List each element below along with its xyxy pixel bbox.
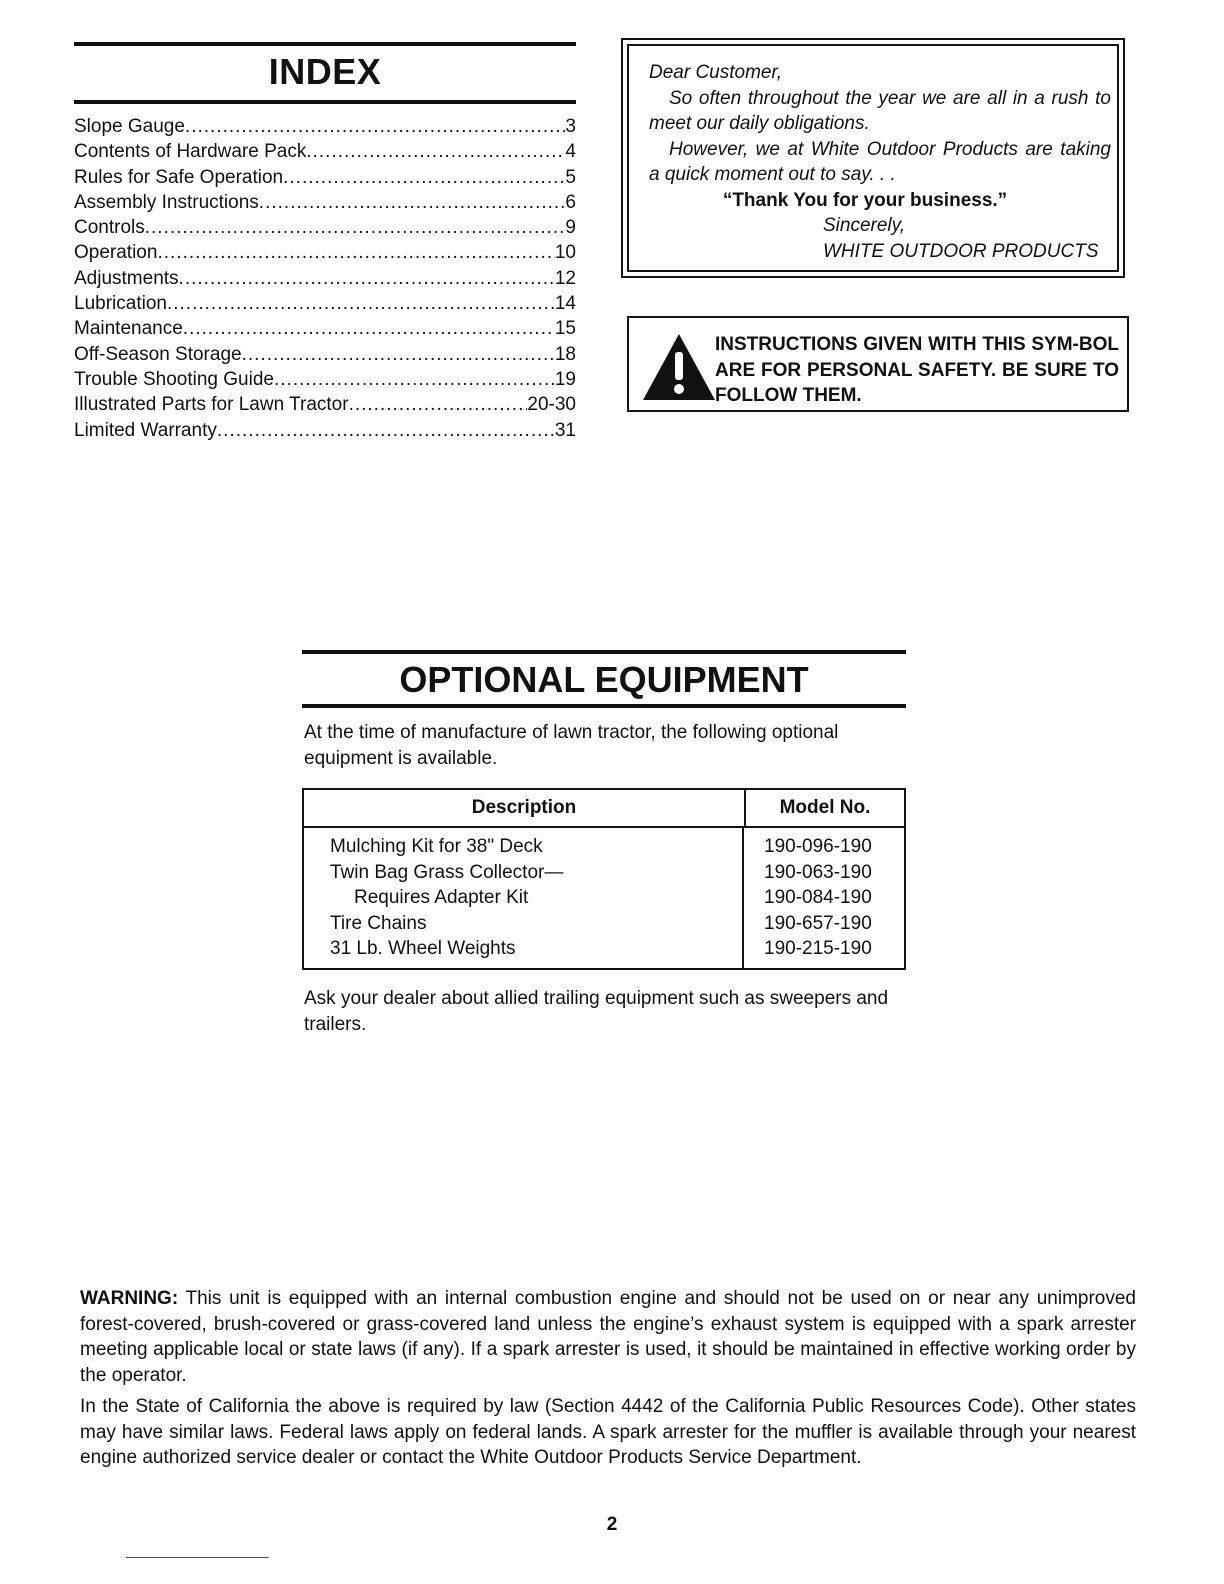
table-cell-description: Mulching Kit for 38" Deck — [330, 836, 543, 857]
index-entry-page: 3 — [565, 116, 576, 137]
table-header — [304, 790, 904, 828]
description-column — [304, 828, 744, 968]
warning-text-1: This unit is equipped with an internal combustion engine and should not be used on or near any unimproved forest-covered, brush-covered or grass-covered land unless the engine’s exhaust system is equipped with a spark arrester meeting applicable local or state laws (if any). If a spark arrester is used, it should be maintained in effective working order by the operator. — [80, 1288, 1136, 1386]
optional-top-rule — [302, 650, 906, 654]
index-entry-page: 12 — [554, 267, 576, 289]
table-cell-description: Requires Adapter Kit — [354, 887, 529, 908]
index-entry — [74, 215, 576, 240]
index-entry-label: Maintenance — [74, 318, 183, 340]
letter-signature: WHITE OUTDOOR PRODUCTS — [823, 240, 1099, 262]
index-leader-dots — [274, 367, 555, 392]
index-entry-page: 6 — [565, 191, 576, 213]
index-entry-page: 10 — [554, 242, 576, 264]
warning-section — [80, 1286, 1136, 1477]
index-entry-label: Trouble Shooting Guide — [74, 368, 274, 390]
index-leader-dots — [145, 215, 566, 240]
optional-intro: At the time of manufacture of lawn tractor, the following optional equipment is available. — [304, 722, 839, 769]
index-entry-label: Illustrated Parts for Lawn Tractor — [74, 394, 349, 416]
customer-letter-box — [627, 44, 1119, 272]
index-leader-dots — [306, 139, 565, 164]
page-number: 2 — [606, 1514, 618, 1535]
index-bottom-rule — [74, 100, 576, 104]
warning-triangle-icon — [641, 332, 717, 402]
index-entry — [74, 266, 576, 291]
index-entry — [74, 139, 576, 164]
table-cell-model: 190-084-190 — [764, 887, 872, 908]
table-cell-description: Tire Chains — [330, 912, 427, 934]
index-entry-page: 19 — [554, 368, 576, 390]
index-entry-label: Off-Season Storage — [74, 343, 242, 365]
index-leader-dots — [349, 392, 528, 417]
index-entry-label: Contents of Hardware Pack — [74, 141, 307, 163]
index-leader-dots — [185, 114, 566, 139]
index-entry-label: Rules for Safe Operation — [74, 166, 284, 188]
index-section — [74, 42, 576, 443]
index-entry — [74, 342, 576, 367]
index-leader-dots — [242, 342, 555, 367]
index-entry — [74, 291, 576, 316]
warning-label: WARNING: — [80, 1288, 179, 1309]
index-top-rule — [74, 42, 576, 46]
index-leader-dots — [259, 190, 566, 215]
index-entry-page: 4 — [565, 141, 576, 163]
index-entry — [74, 190, 576, 215]
index-entry — [74, 114, 576, 139]
column-header-model: Model No. — [779, 797, 871, 818]
index-entry-page: 20-30 — [527, 394, 576, 416]
index-entry-page: 14 — [554, 293, 576, 315]
optional-equipment-section — [302, 650, 906, 1038]
safety-notice-text: INSTRUCTIONS GIVEN WITH THIS SYM-BOL ARE FOR PERSONAL SAFETY. BE SURE TO FOLLOW THEM. — [715, 334, 1119, 406]
index-entry-page: 31 — [554, 419, 576, 441]
letter-thanks: “Thank You for your business.” — [722, 189, 1008, 211]
table-body — [304, 828, 904, 968]
letter-paragraph-2: However, we at White Outdoor Products are taking a quick moment out to say. . . — [649, 138, 1111, 185]
index-list — [74, 114, 576, 443]
index-leader-dots — [217, 418, 555, 443]
index-entry-page: 15 — [554, 318, 576, 340]
index-entry-label: Controls — [74, 217, 145, 239]
optional-equipment-table — [302, 788, 906, 970]
warning-paragraph-2: In the State of California the above is required by law (Section 4442 of the California Public Resources Code). Other states may have similar laws. Federal laws apply on federal lands. A spark arrester for the muffler is available through your nearest engine authorized service dealer or contact the White Outdoor Products Service Department. — [80, 1396, 1136, 1468]
letter-greeting: Dear Customer, — [649, 62, 783, 83]
index-entry-label: Assembly Instructions — [74, 191, 259, 213]
table-cell-description: 31 Lb. Wheel Weights — [330, 938, 516, 959]
index-entry-page: 18 — [554, 343, 576, 365]
table-cell-model: 190-657-190 — [764, 912, 872, 934]
index-entry — [74, 240, 576, 265]
index-entry-label: Operation — [74, 242, 158, 264]
table-cell-model: 190-063-190 — [764, 861, 872, 883]
index-leader-dots — [167, 291, 555, 316]
safety-notice-box — [627, 316, 1129, 412]
index-entry-label: Limited Warranty — [74, 419, 217, 441]
index-entry-label: Slope Gauge — [74, 116, 185, 137]
index-leader-dots — [179, 266, 555, 291]
index-entry-label: Lubrication — [74, 293, 167, 315]
dealer-note: Ask your dealer about allied trailing equipment such as sweepers and trailers. — [304, 987, 889, 1035]
warning-paragraph-1 — [80, 1286, 1136, 1388]
index-entry-page: 9 — [565, 217, 576, 239]
bottom-divider — [126, 1557, 268, 1558]
index-title: INDEX — [268, 51, 382, 92]
table-cell-model: 190-215-190 — [764, 938, 872, 959]
index-leader-dots — [183, 316, 555, 341]
index-entry — [74, 392, 576, 417]
optional-equipment-title: OPTIONAL EQUIPMENT — [399, 659, 809, 700]
column-header-description: Description — [304, 790, 746, 826]
index-entry — [74, 165, 576, 190]
letter-closing: Sincerely, — [823, 215, 906, 236]
index-entry-page: 5 — [565, 166, 576, 188]
letter-paragraph-1: So often throughout the year we are all in a rush to meet our daily obligations. — [649, 87, 1111, 134]
index-entry — [74, 316, 576, 341]
optional-bottom-rule — [302, 704, 906, 708]
index-leader-dots — [157, 240, 554, 265]
index-entry — [74, 367, 576, 392]
index-entry — [74, 418, 576, 443]
index-entry-label: Adjustments — [74, 267, 179, 289]
model-column — [744, 828, 904, 968]
table-cell-description: Twin Bag Grass Collector— — [330, 861, 564, 883]
table-cell-model: 190-096-190 — [764, 836, 872, 857]
index-leader-dots — [283, 165, 565, 190]
